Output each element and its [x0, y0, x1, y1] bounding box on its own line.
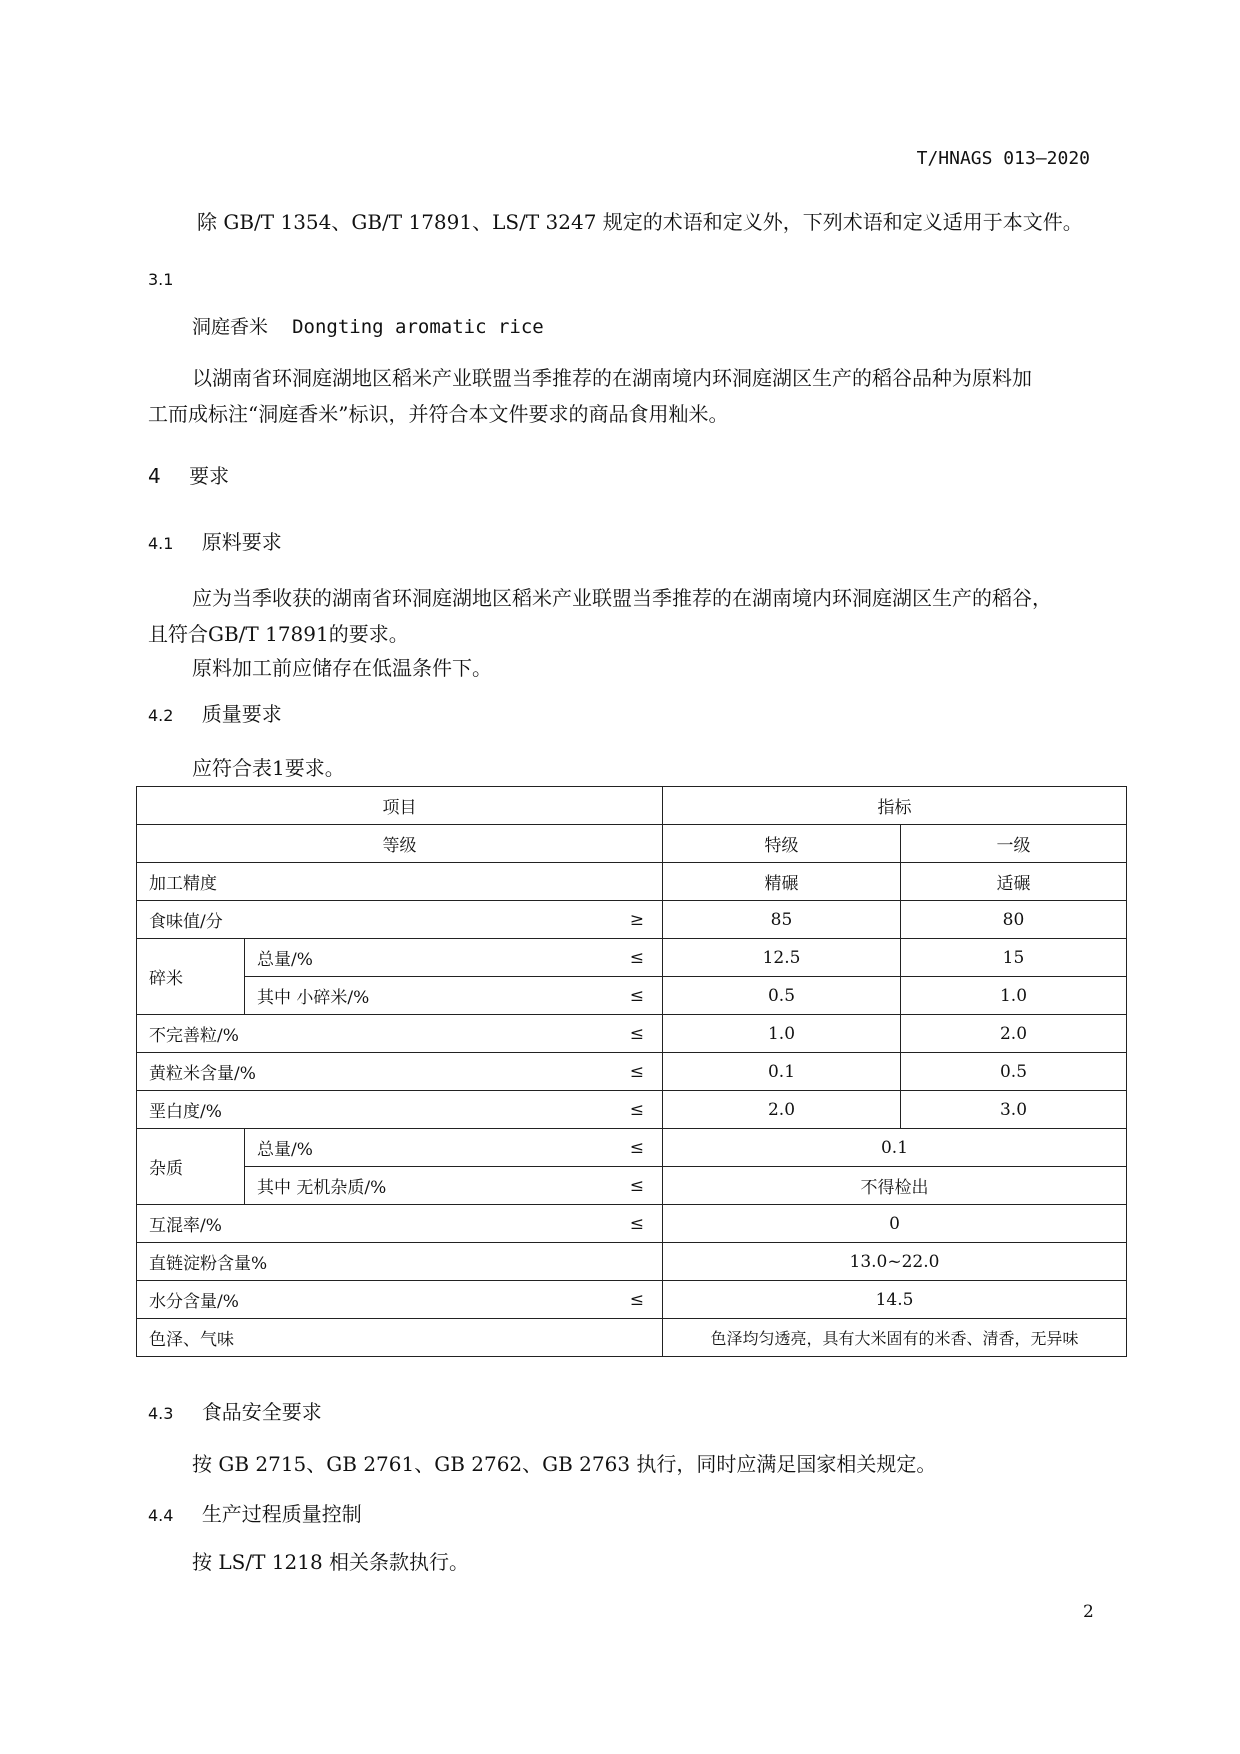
term-name-zh: 洞庭香米	[192, 316, 269, 338]
comparison-symbol: ≤	[629, 1137, 644, 1158]
term-definition-line2: 工而成标注“洞庭香米”标识，并符合本文件要求的商品食用籼米。	[148, 402, 729, 426]
comparison-symbol: ≤	[629, 1289, 644, 1310]
grade-label: 等级	[137, 825, 663, 863]
table-row	[137, 1205, 1127, 1243]
value-special: 0.1	[663, 1053, 901, 1091]
section-4-4-title: 生产过程质量控制	[201, 1502, 362, 1526]
row-label: 不完善粒/%	[149, 1026, 239, 1046]
row-label-cell	[137, 1091, 663, 1129]
section-4-title: 要求	[189, 464, 230, 488]
section-4-1-p1-line1: 应为当季收获的湖南省环洞庭湖地区稻米产业联盟当季推荐的在湖南境内环洞庭湖区生产的稻谷，	[192, 586, 1052, 610]
row-label-cell	[137, 901, 663, 939]
document-code: T/HNAGS 013—2020	[916, 148, 1090, 169]
section-4-2-p1: 应符合表1要求。	[192, 756, 345, 780]
row-label-cell	[137, 1015, 663, 1053]
value-special: 85	[663, 901, 901, 939]
grade-first: 一级	[901, 825, 1127, 863]
comparison-symbol: ≤	[629, 1175, 644, 1196]
row-label: 直链淀粉含量%	[137, 1243, 663, 1281]
section-4-4-heading	[148, 1498, 362, 1527]
section-4-1-number: 4.1	[148, 534, 174, 553]
row-label-cell	[245, 1129, 663, 1167]
term-name-en: Dongting aromatic rice	[292, 316, 544, 338]
table-row	[137, 1053, 1127, 1091]
comparison-symbol: ≤	[629, 947, 644, 968]
section-4-4-number: 4.4	[148, 1506, 174, 1525]
row-label: 总量/%	[257, 950, 313, 970]
value-special: 2.0	[663, 1091, 901, 1129]
table-row	[137, 1091, 1127, 1129]
comparison-symbol: ≤	[629, 1213, 644, 1234]
intro-paragraph: 除 GB/T 1354、GB/T 17891、LS/T 3247 规定的术语和定义外，下列术语和定义适用于本文件。	[197, 210, 1083, 234]
value-first: 1.0	[901, 977, 1127, 1015]
value-first: 2.0	[901, 1015, 1127, 1053]
value-special: 1.0	[663, 1015, 901, 1053]
value-merged: 色泽均匀透亮，具有大米固有的米香、清香，无异味	[663, 1319, 1127, 1357]
table-row	[137, 1319, 1127, 1357]
row-label-cell	[137, 1281, 663, 1319]
row-label: 互混率/%	[149, 1216, 222, 1236]
section-4-4-p1: 按 LS/T 1218 相关条款执行。	[192, 1550, 470, 1574]
section-4-2-title: 质量要求	[201, 702, 282, 726]
section-4-3-p1: 按 GB 2715、GB 2761、GB 2762、GB 2763 执行，同时应满足国家相关规定。	[192, 1452, 937, 1476]
row-label-cell	[245, 1167, 663, 1205]
value-special: 12.5	[663, 939, 901, 977]
group-label: 杂质	[137, 1129, 245, 1205]
row-label-cell	[245, 977, 663, 1015]
value-merged: 0	[663, 1205, 1127, 1243]
term-definition-line1: 以湖南省环洞庭湖地区稻米产业联盟当季推荐的在湖南境内环洞庭湖区生产的稻谷品种为原料加	[192, 366, 1032, 390]
value-merged: 不得检出	[663, 1167, 1127, 1205]
comparison-symbol: ≤	[629, 1099, 644, 1120]
table-row	[137, 1015, 1127, 1053]
quality-requirements-table	[136, 786, 1127, 1357]
section-4-number: 4	[148, 464, 161, 488]
value-first: 80	[901, 901, 1127, 939]
value-merged: 13.0~22.0	[663, 1243, 1127, 1281]
grade-special: 特级	[663, 825, 901, 863]
comparison-symbol: ≤	[629, 1023, 644, 1044]
row-label: 食味值/分	[149, 912, 223, 932]
value-first: 适碾	[901, 863, 1127, 901]
table-row	[137, 1129, 1127, 1167]
header-item: 项目	[137, 787, 663, 825]
table-row	[137, 1281, 1127, 1319]
value-special: 精碾	[663, 863, 901, 901]
section-4-1-heading	[148, 526, 282, 555]
section-4-2-heading	[148, 698, 282, 727]
section-4-heading	[148, 460, 229, 489]
table-header-row	[137, 787, 1127, 825]
row-label-cell	[137, 1205, 663, 1243]
term-title	[192, 312, 544, 339]
comparison-symbol: ≤	[629, 1061, 644, 1082]
row-label: 其中 无机杂质/%	[257, 1178, 387, 1198]
table-row	[137, 1167, 1127, 1205]
row-label: 总量/%	[257, 1140, 313, 1160]
section-4-3-number: 4.3	[148, 1404, 174, 1423]
value-merged: 14.5	[663, 1281, 1127, 1319]
table-row	[137, 939, 1127, 977]
group-label: 碎米	[137, 939, 245, 1015]
section-4-3-heading	[148, 1396, 322, 1425]
header-index: 指标	[663, 787, 1127, 825]
row-label: 水分含量/%	[149, 1292, 239, 1312]
section-4-3-title: 食品安全要求	[201, 1400, 322, 1424]
row-label: 加工精度	[137, 863, 663, 901]
section-4-2-number: 4.2	[148, 706, 174, 725]
table-grade-row	[137, 825, 1127, 863]
table-row	[137, 863, 1127, 901]
row-label: 垩白度/%	[149, 1102, 222, 1122]
comparison-symbol: ≤	[629, 985, 644, 1006]
value-merged: 0.1	[663, 1129, 1127, 1167]
value-first: 15	[901, 939, 1127, 977]
page-number: 2	[1083, 1602, 1094, 1622]
table-row	[137, 1243, 1127, 1281]
row-label-cell	[245, 939, 663, 977]
value-special: 0.5	[663, 977, 901, 1015]
value-first: 3.0	[901, 1091, 1127, 1129]
row-label: 黄粒米含量/%	[149, 1064, 256, 1084]
table-row	[137, 901, 1127, 939]
row-label-cell	[137, 1053, 663, 1091]
section-4-1-p2: 原料加工前应储存在低温条件下。	[192, 656, 492, 680]
comparison-symbol: ≥	[629, 909, 644, 930]
term-number: 3.1	[148, 270, 174, 289]
section-4-1-title: 原料要求	[201, 530, 282, 554]
value-first: 0.5	[901, 1053, 1127, 1091]
table-row	[137, 977, 1127, 1015]
row-label: 其中 小碎米/%	[257, 988, 370, 1008]
row-label: 色泽、气味	[137, 1319, 663, 1357]
section-4-1-p1-line2: 且符合GB/T 17891的要求。	[148, 622, 409, 646]
